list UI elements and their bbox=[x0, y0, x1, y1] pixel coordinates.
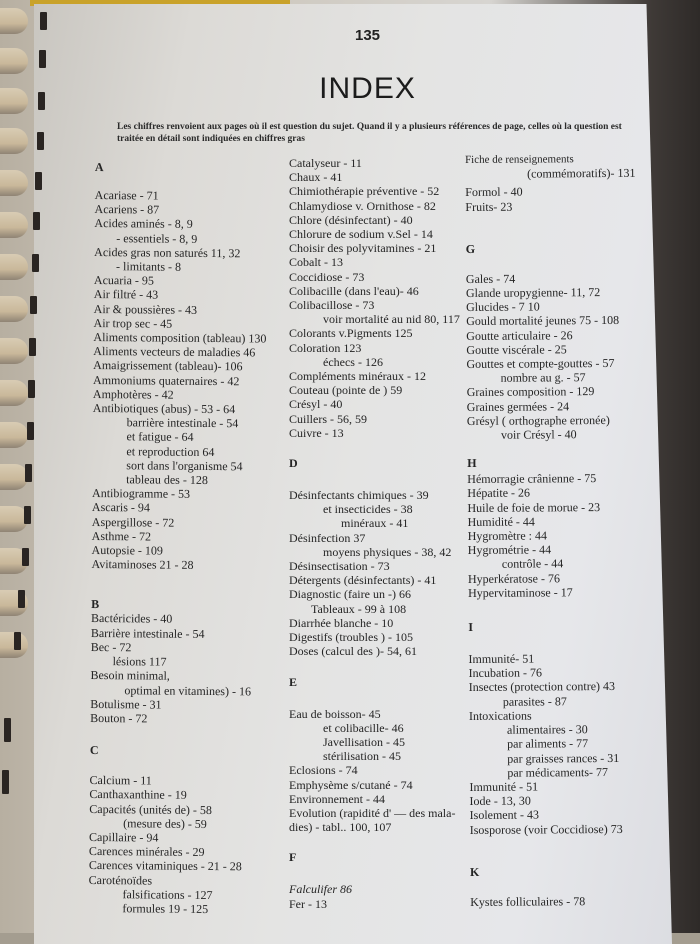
index-entry: dies) - tabl.. 100, 107 bbox=[289, 820, 392, 835]
spiral-binding bbox=[0, 0, 48, 933]
index-entry: Insectes (protection contre) 43 bbox=[468, 679, 616, 695]
index-entry: Bouton - 72 bbox=[90, 710, 148, 726]
section-letter-e: E bbox=[289, 674, 298, 689]
section-letter-i: I bbox=[468, 620, 474, 635]
index-subentry: contrôle - 44 bbox=[501, 556, 564, 572]
index-entry: Désinfection 37 bbox=[289, 530, 366, 545]
index-entry: Iode - 13, 30 bbox=[469, 793, 531, 809]
index-subentry: (commémoratifs)- 131 bbox=[527, 166, 636, 181]
section-letter-b: B bbox=[91, 597, 100, 612]
section-letter-g: G bbox=[465, 241, 476, 256]
index-column-left bbox=[88, 160, 268, 917]
index-entry: Antibiogramme - 53 bbox=[92, 486, 191, 502]
index-entry: Besoin minimal, bbox=[90, 668, 170, 683]
index-subentry: - limitants - 8 bbox=[116, 259, 182, 274]
index-subentry: par graisses rances - 31 bbox=[507, 750, 620, 766]
index-entry: Barrière intestinale - 54 bbox=[90, 625, 205, 641]
index-entry: Hémorragie crânienne - 75 bbox=[467, 471, 597, 487]
index-entry: Acariase - 71 bbox=[94, 187, 159, 203]
index-entry: Chlore (désinfectant) - 40 bbox=[289, 212, 413, 227]
index-entry: Goutte articulaire - 26 bbox=[466, 327, 573, 343]
index-entry: Asthme - 72 bbox=[91, 528, 152, 544]
index-entry: Chimiothérapie préventive - 52 bbox=[289, 184, 440, 199]
index-subentry: et colibacille- 46 bbox=[323, 720, 404, 735]
section-letter-k: K bbox=[469, 864, 480, 879]
section-letter-h: H bbox=[467, 456, 477, 471]
index-subentry: moyens physiques - 38, 42 bbox=[323, 544, 452, 559]
index-subentry: tableau des - 128 bbox=[126, 472, 208, 488]
index-entry: Intoxications bbox=[468, 708, 532, 723]
index-entry: Autopsie - 109 bbox=[91, 543, 163, 558]
index-entry: Falculifer 86 bbox=[289, 882, 352, 897]
index-entry: Fiche de renseignements bbox=[465, 153, 574, 166]
index-subentry: Javellisation - 45 bbox=[323, 734, 405, 749]
index-entry: Glande uropygienne- 11, 72 bbox=[465, 285, 601, 301]
index-entry: Chlorure de sodium v.Sel - 14 bbox=[289, 227, 433, 242]
index-subentry: minéraux - 41 bbox=[341, 516, 409, 531]
index-entry: Hypervitaminose - 17 bbox=[468, 585, 573, 600]
index-entry: Acariens - 87 bbox=[94, 202, 160, 217]
index-subentry: Tableaux - 99 à 108 bbox=[311, 601, 407, 616]
index-subentry: et reproduction 64 bbox=[126, 443, 215, 459]
index-entry: Botulisme - 31 bbox=[90, 696, 162, 712]
index-entry: Couteau (pointe de ) 59 bbox=[289, 383, 403, 398]
index-entry: Doses (calcul des )- 54, 61 bbox=[289, 644, 417, 659]
index-subentry: formules 19 - 125 bbox=[122, 901, 209, 916]
index-entry: Evolution (rapidité d' — des mala- bbox=[289, 805, 456, 820]
index-entry: Carences minérales - 29 bbox=[88, 844, 205, 860]
index-entry: Désinfectants chimiques - 39 bbox=[289, 488, 429, 503]
index-entry: Aspergillose - 72 bbox=[91, 514, 175, 530]
index-entry: Capillaire - 94 bbox=[89, 829, 159, 845]
index-entry: Eclosions - 74 bbox=[289, 763, 358, 778]
index-entry: Hépatite - 26 bbox=[467, 486, 531, 501]
index-subentry: (mesure des) - 59 bbox=[123, 815, 207, 831]
index-subentry: par aliments - 77 bbox=[507, 736, 589, 752]
index-entry: Coccidiose - 73 bbox=[289, 269, 365, 284]
index-entry: Fruits- 23 bbox=[465, 199, 513, 214]
index-entry: Chlamydiose v. Ornithose - 82 bbox=[289, 198, 436, 213]
index-entry: Compléments minéraux - 12 bbox=[289, 369, 426, 384]
index-entry: Carences vitaminiques - 21 - 28 bbox=[88, 858, 242, 874]
index-subentry: voir Crésyl - 40 bbox=[500, 427, 577, 442]
index-entry: Choisir des polyvitamines - 21 bbox=[289, 241, 437, 256]
index-column-middle bbox=[289, 156, 460, 911]
index-subentry: sort dans l'organisme 54 bbox=[126, 458, 243, 474]
index-column-right bbox=[465, 152, 641, 909]
index-entry: Acides gras non saturés 11, 32 bbox=[94, 244, 241, 261]
index-entry: Gould mortalité jeunes 75 - 108 bbox=[466, 313, 620, 329]
index-entry: Acides aminés - 8, 9 bbox=[94, 216, 193, 232]
index-entry: Hyperkératose - 76 bbox=[467, 571, 560, 586]
index-entry: Colibacillose - 73 bbox=[289, 298, 375, 313]
index-entry: Bactéricides - 40 bbox=[90, 611, 173, 627]
index-entry: Emphysème s/cutané - 74 bbox=[289, 777, 413, 792]
index-subentry: barrière intestinale - 54 bbox=[126, 415, 239, 431]
index-entry: Graines germées - 24 bbox=[466, 398, 570, 414]
index-entry: Incubation - 76 bbox=[468, 665, 542, 681]
index-subentry: lésions 117 bbox=[112, 654, 167, 669]
index-subentry: nombre au g. - 57 bbox=[500, 370, 586, 385]
index-entry: Humidité - 44 bbox=[467, 514, 535, 529]
index-entry: Hygromètre : 44 bbox=[467, 528, 548, 544]
index-subentry: et insecticides - 38 bbox=[323, 502, 413, 517]
index-entry: Cuivre - 13 bbox=[289, 425, 344, 440]
index-entry: Immunité- 51 bbox=[468, 651, 535, 667]
index-entry: Désinsectisation - 73 bbox=[289, 559, 390, 574]
index-intro-note: Les chiffres renvoient aux pages où il est question du sujet. Quand il y a plusieurs références de page, celles où la question est traitée en détail sont indiquées en chiffres gras bbox=[117, 122, 622, 144]
index-entry: Amaigrissement (tableau)- 106 bbox=[93, 358, 243, 374]
index-entry: Colorants v.Pigments 125 bbox=[289, 326, 413, 341]
index-subentry: échecs - 126 bbox=[323, 354, 383, 369]
index-entry: Goutte viscérale - 25 bbox=[466, 342, 567, 357]
index-entry: Eau de boisson- 45 bbox=[289, 706, 381, 721]
index-entry: Avitaminoses 21 - 28 bbox=[91, 557, 194, 573]
index-entry: Bec - 72 bbox=[90, 639, 132, 655]
index-entry: Calcium - 11 bbox=[89, 773, 152, 788]
index-entry: Air filtré - 43 bbox=[93, 287, 159, 302]
index-entry: Ammoniums quaternaires - 42 bbox=[93, 372, 240, 388]
section-letter-f: F bbox=[289, 850, 297, 865]
index-entry: Gouttes et compte-gouttes - 57 bbox=[466, 355, 615, 372]
index-subentry: alimentaires - 30 bbox=[506, 722, 588, 737]
index-entry: Détergents (désinfectants) - 41 bbox=[289, 573, 437, 588]
index-subentry: par médicaments- 77 bbox=[507, 764, 609, 780]
index-subentry: et fatigue - 64 bbox=[126, 429, 194, 445]
index-entry: Diagnostic (faire un -) 66 bbox=[289, 587, 411, 602]
index-entry: Kystes folliculaires - 78 bbox=[470, 893, 586, 909]
index-entry: Hygrométrie - 44 bbox=[467, 542, 552, 558]
index-entry: Canthaxanthine - 19 bbox=[89, 787, 187, 803]
index-entry: Aliments composition (tableau) 130 bbox=[93, 330, 267, 346]
index-entry: Air & poussières - 43 bbox=[93, 301, 198, 317]
index-entry: Aliments vecteurs de maladies 46 bbox=[93, 344, 256, 360]
index-entry: Air trop sec - 45 bbox=[93, 315, 173, 331]
index-entry: Graines composition - 129 bbox=[466, 384, 595, 400]
index-entry: Formol - 40 bbox=[465, 185, 523, 200]
index-entry: Isolement - 43 bbox=[469, 807, 539, 823]
page-title: INDEX bbox=[319, 72, 416, 105]
index-entry: Caroténoïdes bbox=[88, 872, 153, 888]
index-entry: Colibacille (dans l'eau)- 46 bbox=[289, 283, 419, 298]
index-subentry: - essentiels - 8, 9 bbox=[116, 230, 198, 246]
index-subentry: parasites - 87 bbox=[502, 693, 567, 709]
section-letter-c: C bbox=[89, 743, 99, 758]
index-entry: Ascaris - 94 bbox=[91, 500, 151, 515]
index-entry: Environnement - 44 bbox=[289, 791, 385, 806]
index-entry: Catalyseur - 11 bbox=[289, 156, 362, 170]
index-entry: Acuaria - 95 bbox=[93, 273, 154, 288]
index-entry: Cobalt - 13 bbox=[289, 255, 343, 270]
index-entry: Isosporose (voir Coccidiose) 73 bbox=[469, 821, 623, 837]
page-number: 135 bbox=[354, 27, 381, 44]
index-entry: Crésyl - 40 bbox=[289, 397, 343, 412]
index-entry: Chaux - 41 bbox=[289, 170, 343, 185]
index-entry: Gales - 74 bbox=[465, 271, 516, 286]
index-subentry: voir mortalité au nid 80, 117 bbox=[323, 312, 460, 327]
index-entry: Glucides - 7 10 bbox=[466, 299, 540, 315]
index-entry: Fer - 13 bbox=[289, 896, 327, 911]
index-subentry: falsifications - 127 bbox=[122, 887, 213, 902]
index-entry: Grésyl ( orthographe erronée) bbox=[466, 412, 610, 428]
index-entry: Digestifs (troubles ) - 105 bbox=[289, 630, 413, 645]
index-entry: Cuillers - 56, 59 bbox=[289, 411, 367, 426]
index-entry: Antibiotiques (abus) - 53 - 64 bbox=[92, 401, 236, 417]
index-subentry: optimal en vitamines) - 16 bbox=[124, 682, 252, 698]
index-entry: Immunité - 51 bbox=[469, 779, 539, 794]
index-entry: Capacités (unités de) - 58 bbox=[89, 801, 213, 817]
index-entry: Diarrhée blanche - 10 bbox=[289, 615, 394, 630]
section-letter-a: A bbox=[94, 160, 104, 175]
index-entry: Amphotères - 42 bbox=[92, 386, 174, 402]
section-letter-d: D bbox=[289, 456, 298, 471]
index-subentry: stérilisation - 45 bbox=[323, 749, 401, 764]
index-entry: Coloration 123 bbox=[289, 340, 362, 355]
index-entry: Huile de foie de morue - 23 bbox=[467, 499, 601, 515]
